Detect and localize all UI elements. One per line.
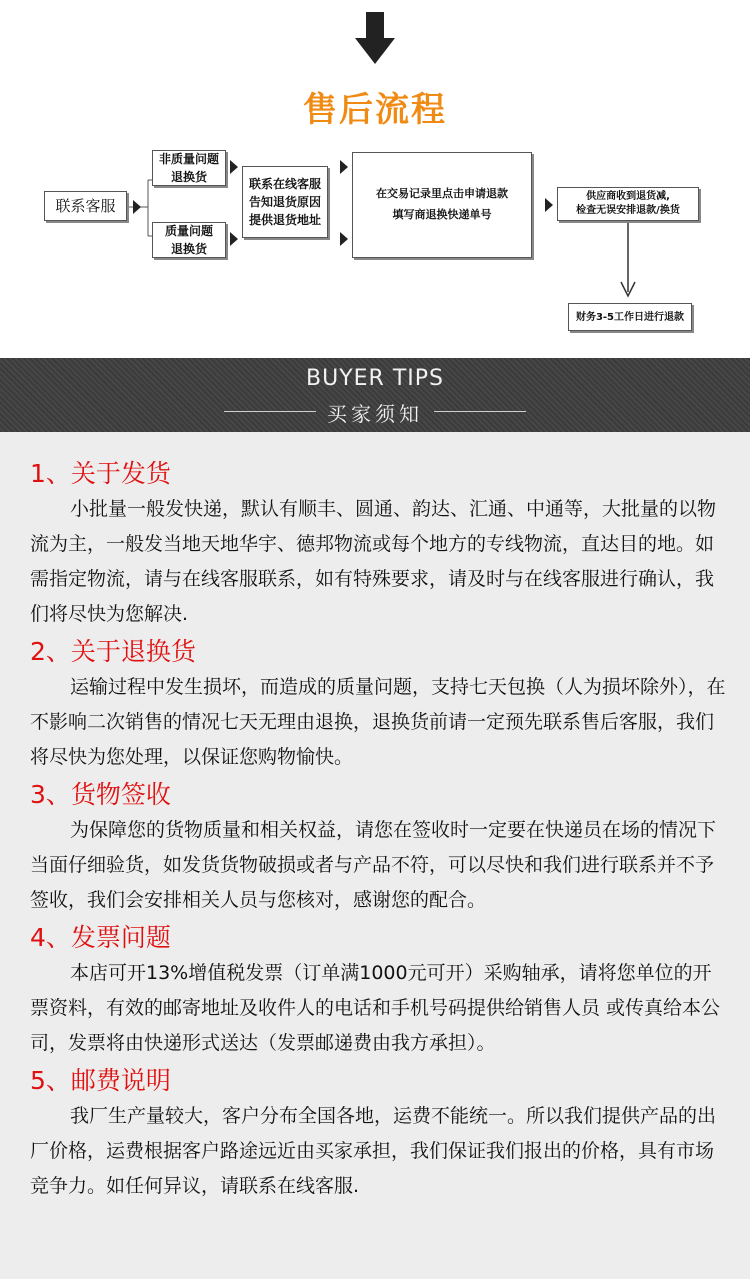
banner-title-en: BUYER TIPS — [306, 366, 444, 391]
quality-box — [152, 222, 226, 258]
section-title: 5、邮费说明 — [30, 1066, 171, 1095]
non-quality-line2: 退换货 — [170, 170, 207, 184]
section-body: 小批量一般发快递，默认有顺丰、圆通、韵达、汇通、中通等，大批量的以物流为主，一般发当地天地华宇、德邦物流或每个地方的专线物流，直达目的地。如需指定物流，请与在线客服联系，如有特殊要求，请及时与在线客服进行确认，我们将尽快为您解决. — [30, 498, 717, 625]
supplier-box — [557, 187, 699, 221]
section-title: 1、关于发货 — [30, 459, 171, 488]
contact-service-box — [44, 191, 127, 221]
section-title: 4、发票问题 — [30, 923, 171, 952]
finance-box — [568, 303, 692, 331]
apply-line1: 在交易记录里点击申请退款 — [376, 187, 508, 201]
notify-line2: 告知退货原因 — [248, 195, 321, 209]
supplier-line2: 检查无误安排退款/换货 — [576, 205, 680, 216]
buyer-tips-content — [0, 432, 750, 1279]
contact-service-label: 联系客服 — [55, 196, 116, 215]
section-shipping — [30, 456, 728, 632]
section-title: 3、货物签收 — [30, 780, 171, 809]
section-postage — [30, 1063, 728, 1204]
non-quality-box — [152, 150, 226, 186]
section-body: 为保障您的货物质量和相关权益，请您在签收时一定要在快递员在场的情况下当面仔细验货，如发货货物破损或者与产品不符，可以尽快和我们进行联系并不予签收，我们会安排相关人员与您核对，感谢您的配合。 — [30, 819, 717, 911]
flow-title: 售后流程 — [303, 90, 447, 130]
banner-divider-right — [434, 411, 526, 412]
banner-title-cn: 买家须知 — [327, 402, 423, 426]
quality-line2: 退换货 — [170, 242, 207, 256]
section-invoice — [30, 920, 728, 1061]
section-receipt — [30, 777, 728, 918]
supplier-line1: 供应商收到退货减, — [586, 191, 670, 202]
notify-line1: 联系在线客服 — [248, 177, 321, 191]
notify-box — [242, 166, 328, 238]
section-body: 运输过程中发生损坏，而造成的质量问题，支持七天包换（人为损坏除外），在不影响二次销售的情况七天无理由退换，退换货前请一定预先联系售后客服，我们将尽快为您处理，以保证您购物愉快。 — [30, 676, 726, 768]
section-body: 本店可开13%增值税发票（订单满1000元可开）采购轴承，请将您单位的开票资料，有效的邮寄地址及收件人的电话和手机号码提供给销售人员 或传真给本公司，发票将由快递形式送达（发票邮递费由我方承担）。 — [30, 962, 721, 1054]
after-sales-flow — [0, 0, 750, 358]
apply-refund-box — [352, 152, 532, 258]
notify-line3: 提供退货地址 — [248, 213, 321, 227]
buyer-tips-banner — [0, 358, 750, 432]
non-quality-line1: 非质量问题 — [158, 152, 219, 166]
apply-line2: 填写商退换快递单号 — [392, 208, 492, 221]
section-body: 我厂生产量较大，客户分布全国各地，运费不能统一。所以我们提供产品的出厂价格，运费根据客户路途远近由买家承担，我们保证我们报出的价格，具有市场竞争力。如任何异议，请联系在线客服. — [30, 1105, 717, 1197]
quality-line1: 质量问题 — [164, 224, 213, 238]
section-returns — [30, 634, 728, 775]
finance-label: 财务3-5工作日进行退款 — [575, 311, 685, 323]
section-title: 2、关于退换货 — [30, 637, 196, 666]
